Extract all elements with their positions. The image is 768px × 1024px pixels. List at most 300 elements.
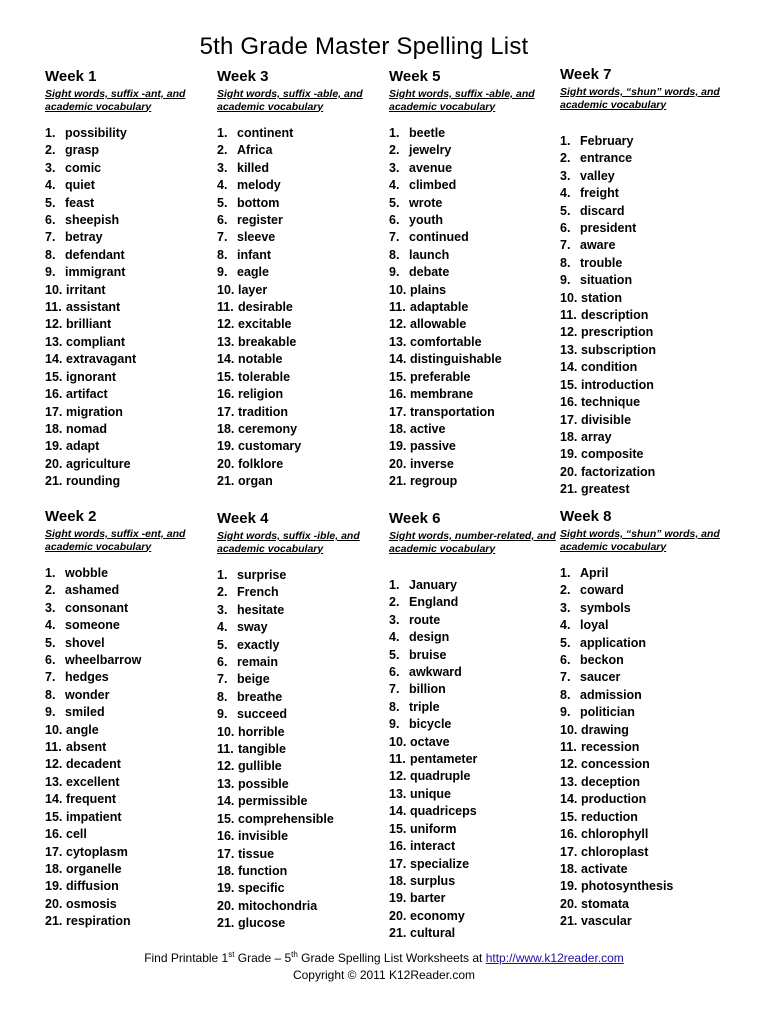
word-text: passive [410, 439, 456, 454]
word-number: 21. [217, 474, 235, 489]
word-item [217, 386, 385, 403]
word-number: 20. [560, 464, 578, 479]
word-text: factorization [581, 464, 656, 479]
word-text: stomata [581, 896, 629, 911]
word-number: 21. [560, 482, 578, 497]
word-item [560, 582, 728, 599]
word-item [389, 404, 557, 421]
word-text: bruise [409, 647, 447, 662]
week-subtitle: Sight words, suffix -ant, and academic vocabulary [45, 88, 186, 113]
word-text: horrible [238, 724, 285, 739]
word-item [45, 582, 213, 599]
word-text: vascular [581, 914, 632, 929]
word-text: quiet [65, 178, 95, 193]
word-item [45, 316, 213, 333]
word-text: England [409, 595, 459, 610]
word-item [389, 577, 557, 594]
word-text: adapt [66, 439, 100, 454]
word-item [560, 704, 728, 721]
word-item [389, 681, 557, 698]
word-item [389, 803, 557, 820]
word-item [389, 664, 557, 681]
word-item [560, 844, 728, 861]
word-number: 14. [389, 352, 407, 367]
word-item [45, 142, 213, 159]
footer-link[interactable]: http://www.k12reader.com [485, 951, 624, 965]
word-item [217, 915, 385, 932]
word-text: excitable [238, 317, 292, 332]
word-list [560, 565, 728, 931]
word-text: prescription [581, 325, 654, 340]
word-text: agriculture [66, 456, 131, 471]
word-text: melody [237, 178, 281, 193]
word-text: quadriceps [410, 804, 477, 819]
footer-suffix: Grade Spelling List Worksheets at [297, 951, 486, 965]
footer-prefix: Find Printable 1 [144, 951, 229, 965]
word-number: 4. [560, 618, 571, 633]
word-number: 9. [389, 265, 400, 280]
word-text: beige [237, 672, 270, 687]
word-text: defendant [65, 247, 125, 262]
word-text: array [581, 429, 612, 444]
word-item [217, 282, 385, 299]
word-text: adaptable [410, 300, 469, 315]
word-text: ceremony [238, 421, 298, 436]
word-text: January [409, 578, 457, 592]
word-item [45, 386, 213, 403]
word-text: youth [409, 213, 444, 228]
word-item [217, 724, 385, 741]
word-item [217, 602, 385, 619]
word-item [217, 160, 385, 177]
week-subtitle: Sight words, suffix -able, and academic vocabulary [217, 88, 363, 113]
word-text: awkward [409, 665, 462, 680]
word-number: 13. [45, 774, 63, 789]
word-text: concession [581, 757, 650, 772]
word-number: 1. [560, 134, 571, 148]
word-text: coward [580, 583, 624, 598]
word-number: 17. [560, 844, 578, 859]
word-number: 5. [560, 635, 571, 650]
word-item [45, 456, 213, 473]
word-item [389, 282, 557, 299]
word-item [45, 826, 213, 843]
word-text: tangible [238, 742, 286, 757]
word-text: bicycle [409, 717, 452, 732]
word-text: activate [581, 861, 628, 876]
word-item [217, 264, 385, 281]
word-text: surprise [237, 568, 287, 582]
word-item [45, 565, 213, 582]
word-number: 9. [560, 705, 571, 720]
word-number: 15. [560, 377, 578, 392]
word-text: sleeve [237, 230, 276, 245]
word-number: 19. [45, 439, 63, 454]
word-item [560, 913, 728, 930]
word-number: 5. [45, 195, 56, 210]
word-text: description [581, 308, 649, 323]
word-number: 17. [45, 844, 63, 859]
word-number: 15. [389, 369, 407, 384]
word-item [217, 898, 385, 915]
word-number: 8. [560, 255, 571, 270]
word-number: 10. [389, 734, 407, 749]
word-number: 12. [560, 325, 578, 340]
word-text: organ [238, 474, 273, 489]
word-number: 3. [560, 168, 571, 183]
word-item [217, 654, 385, 671]
word-number: 1. [389, 578, 400, 592]
week-title: Week 2 [45, 508, 97, 525]
word-text: recession [581, 740, 640, 755]
word-text: possibility [65, 126, 127, 140]
word-number: 8. [45, 247, 56, 262]
word-text: admission [580, 687, 642, 702]
word-item [45, 473, 213, 490]
week-subtitle: Sight words, “shun” words, and academic vocabulary [560, 86, 720, 111]
word-text: immigrant [65, 265, 126, 280]
word-number: 11. [560, 740, 577, 755]
word-item [45, 264, 213, 281]
word-text: valley [580, 168, 615, 183]
word-number: 6. [45, 213, 56, 228]
word-number: 3. [389, 612, 400, 627]
week-subtitle: Sight words, suffix -able, and academic vocabulary [389, 88, 535, 113]
word-item [389, 629, 557, 646]
word-number: 17. [389, 404, 407, 419]
word-text: ignorant [66, 369, 116, 384]
word-number: 10. [560, 290, 578, 305]
word-text: osmosis [66, 896, 117, 911]
word-item [45, 896, 213, 913]
word-text: grasp [65, 143, 100, 158]
word-item [560, 237, 728, 254]
week-column [45, 508, 213, 931]
word-list [389, 577, 557, 943]
word-item [389, 890, 557, 907]
word-text: bottom [237, 195, 280, 210]
word-item [560, 150, 728, 167]
word-text: specific [238, 881, 285, 896]
word-item [389, 421, 557, 438]
word-item [45, 774, 213, 791]
word-text: uniform [410, 821, 457, 836]
word-number: 6. [560, 653, 571, 668]
word-number: 19. [45, 879, 63, 894]
word-item [217, 334, 385, 351]
word-text: preferable [410, 369, 471, 384]
word-item [389, 734, 557, 751]
word-list [45, 125, 213, 491]
word-item [389, 647, 557, 664]
word-text: notable [238, 352, 283, 367]
word-number: 14. [45, 792, 63, 807]
word-number: 18. [389, 873, 407, 888]
word-item [217, 438, 385, 455]
word-text: transportation [410, 404, 495, 419]
word-number: 6. [560, 221, 571, 236]
word-item [45, 913, 213, 930]
word-number: 3. [560, 600, 571, 615]
word-number: 16. [217, 829, 235, 844]
word-item [560, 412, 728, 429]
word-text: route [409, 612, 441, 627]
week-title: Week 5 [389, 68, 441, 85]
word-text: technique [581, 395, 641, 410]
word-item [389, 699, 557, 716]
week-title: Week 1 [45, 68, 97, 85]
word-item [217, 863, 385, 880]
word-number: 18. [560, 429, 578, 444]
word-text: introduction [581, 377, 654, 392]
word-number: 19. [389, 891, 407, 906]
word-item [560, 878, 728, 895]
word-number: 14. [45, 352, 63, 367]
word-text: feast [65, 195, 95, 210]
word-text: comic [65, 160, 102, 175]
week-subtitle: Sight words, number-related, and academic vocabulary [389, 530, 556, 555]
word-item [45, 247, 213, 264]
page-title: 5th Grade Master Spelling List [199, 33, 529, 60]
word-text: sway [237, 620, 268, 635]
word-number: 12. [389, 769, 407, 784]
word-number: 19. [560, 879, 578, 894]
word-item [45, 299, 213, 316]
word-text: situation [580, 273, 633, 288]
word-item [45, 404, 213, 421]
word-item [389, 873, 557, 890]
word-item [560, 220, 728, 237]
word-item [45, 282, 213, 299]
word-number: 9. [45, 265, 56, 280]
word-number: 18. [560, 861, 578, 876]
word-item [560, 600, 728, 617]
word-text: subscription [581, 342, 657, 357]
word-number: 9. [45, 705, 56, 720]
word-text: symbols [580, 600, 631, 615]
word-number: 11. [560, 308, 577, 323]
word-number: 3. [45, 600, 56, 615]
word-number: 7. [217, 672, 228, 687]
word-item [45, 177, 213, 194]
word-number: 2. [560, 583, 571, 598]
word-number: 11. [389, 752, 406, 767]
word-text: composite [581, 447, 644, 462]
word-text: killed [237, 160, 269, 175]
word-number: 21. [45, 914, 63, 929]
word-number: 21. [217, 916, 235, 931]
word-number: 12. [217, 317, 235, 332]
word-text: climbed [409, 178, 457, 193]
word-item [389, 856, 557, 873]
word-item [217, 142, 385, 159]
word-text: politician [580, 705, 635, 720]
word-item [389, 160, 557, 177]
word-text: cell [66, 827, 87, 842]
word-number: 8. [217, 247, 228, 262]
word-item [389, 716, 557, 733]
word-number: 21. [389, 474, 407, 489]
word-number: 3. [45, 160, 56, 175]
word-item [217, 421, 385, 438]
footer [0, 950, 768, 984]
word-text: freight [580, 186, 619, 201]
word-text: comfortable [410, 334, 482, 349]
word-number: 4. [45, 618, 56, 633]
word-text: billion [409, 682, 446, 697]
word-text: exactly [237, 637, 280, 652]
word-text: membrane [410, 387, 474, 402]
word-item [560, 809, 728, 826]
word-number: 8. [217, 689, 228, 704]
word-number: 6. [389, 665, 400, 680]
word-item [45, 421, 213, 438]
word-item [45, 229, 213, 246]
word-item [560, 394, 728, 411]
word-item [389, 908, 557, 925]
word-number: 1. [45, 566, 56, 580]
word-text: extravagant [66, 352, 137, 367]
word-text: breakable [238, 334, 297, 349]
word-text: interact [410, 839, 456, 854]
word-number: 11. [217, 742, 234, 757]
word-text: allowable [410, 317, 467, 332]
word-item [389, 125, 557, 142]
word-text: regroup [410, 474, 458, 489]
word-item [560, 826, 728, 843]
word-number: 7. [45, 670, 56, 685]
word-text: quadruple [410, 769, 471, 784]
word-number: 17. [217, 404, 235, 419]
word-number: 2. [45, 143, 56, 158]
word-text: photosynthesis [581, 879, 674, 894]
word-item [45, 160, 213, 177]
word-text: April [580, 566, 609, 580]
word-item [389, 229, 557, 246]
word-item [217, 584, 385, 601]
word-item [389, 925, 557, 942]
word-number: 10. [217, 724, 235, 739]
word-number: 6. [389, 213, 400, 228]
word-text: jewelry [409, 143, 452, 158]
word-text: someone [65, 618, 120, 633]
word-number: 20. [217, 456, 235, 471]
word-number: 2. [389, 143, 400, 158]
word-number: 14. [389, 804, 407, 819]
word-text: layer [238, 282, 268, 297]
word-number: 15. [217, 811, 235, 826]
word-number: 3. [389, 160, 400, 175]
word-item [217, 706, 385, 723]
word-text: smiled [65, 705, 105, 720]
word-text: register [237, 213, 283, 228]
word-text: entrance [580, 151, 633, 166]
word-number: 20. [389, 908, 407, 923]
word-item [560, 255, 728, 272]
word-item [389, 142, 557, 159]
word-number: 16. [560, 395, 578, 410]
word-number: 4. [389, 630, 400, 645]
word-text: barter [410, 891, 446, 906]
word-item [45, 809, 213, 826]
word-number: 15. [217, 369, 235, 384]
word-number: 1. [217, 126, 228, 140]
word-list [217, 567, 385, 933]
word-number: 9. [560, 273, 571, 288]
word-text: loyal [580, 618, 609, 633]
word-text: hedges [65, 670, 109, 685]
word-number: 12. [45, 317, 63, 332]
word-number: 8. [389, 247, 400, 262]
word-number: 10. [560, 722, 578, 737]
word-text: French [237, 585, 279, 600]
word-text: consonant [65, 600, 129, 615]
word-number: 19. [217, 439, 235, 454]
word-text: debate [409, 265, 450, 280]
word-number: 19. [389, 439, 407, 454]
word-number: 3. [217, 602, 228, 617]
word-number: 11. [45, 300, 62, 315]
word-number: 5. [217, 195, 228, 210]
word-number: 1. [217, 568, 228, 582]
word-number: 14. [217, 794, 235, 809]
word-text: tissue [238, 846, 275, 861]
word-item [389, 369, 557, 386]
word-item [217, 567, 385, 584]
word-text: compliant [66, 334, 126, 349]
word-number: 9. [217, 707, 228, 722]
word-item [217, 828, 385, 845]
word-number: 6. [217, 213, 228, 228]
word-text: Africa [237, 143, 273, 158]
word-item [560, 652, 728, 669]
week-column [389, 510, 557, 943]
word-item [560, 617, 728, 634]
word-text: discard [580, 203, 625, 218]
word-text: trouble [580, 255, 623, 270]
word-number: 2. [560, 151, 571, 166]
word-number: 5. [389, 195, 400, 210]
word-number: 18. [389, 421, 407, 436]
word-item [389, 786, 557, 803]
word-item [560, 722, 728, 739]
week-title: Week 3 [217, 68, 269, 85]
word-item [560, 133, 728, 150]
footer-middle: Grade – 5 [234, 951, 292, 965]
word-text: active [410, 421, 446, 436]
word-text: succeed [237, 707, 288, 722]
word-number: 19. [560, 447, 578, 462]
word-item [217, 404, 385, 421]
word-item [217, 689, 385, 706]
word-item [560, 669, 728, 686]
word-text: condition [581, 360, 638, 375]
word-item [389, 594, 557, 611]
word-item [389, 195, 557, 212]
word-number: 8. [389, 699, 400, 714]
word-item [217, 456, 385, 473]
word-number: 13. [560, 774, 578, 789]
word-number: 12. [560, 757, 578, 772]
word-text: president [580, 221, 637, 236]
word-item [45, 844, 213, 861]
word-item [389, 821, 557, 838]
word-number: 2. [45, 583, 56, 598]
word-item [45, 600, 213, 617]
word-text: rounding [66, 474, 121, 489]
word-number: 4. [217, 620, 228, 635]
word-item [560, 446, 728, 463]
